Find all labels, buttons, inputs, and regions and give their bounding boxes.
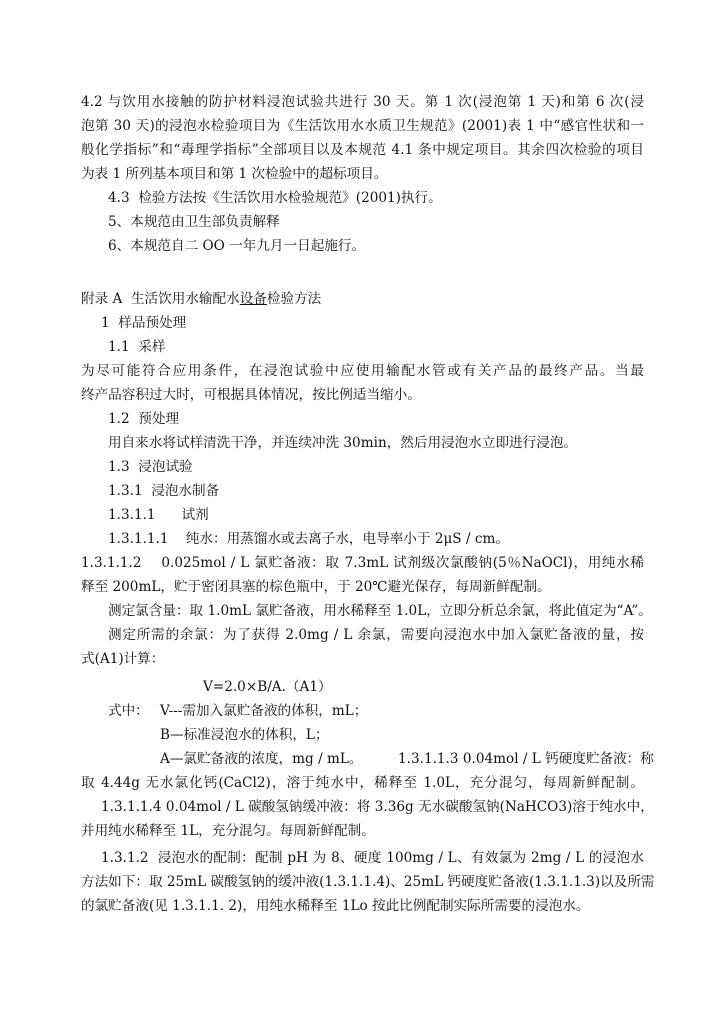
bicarbonate-line-1: 1.3.1.1.4 0.04mol / L 碳酸氢钠缓冲液：将 3.36g 无水碳酸氢钠(NaHCO3)溶于纯水中， bbox=[101, 799, 654, 815]
heading-1-3-1-1: 1.3.1.1 试剂 bbox=[108, 507, 209, 523]
bicarbonate-line-2: 并用纯水稀释至 1L，充分混匀。每周新鲜配制。 bbox=[81, 823, 375, 839]
sampling-text-line-1: 为尽可能符合应用条件，在浸泡试验中应使用输配水管或有关产品的最终产品。当最 bbox=[81, 363, 644, 379]
pure-water-text: 1.3.1.1.1 纯水：用蒸馏水或去离子水，电导率小于 2μS / cm。 bbox=[108, 531, 509, 547]
heading-1-3-1: 1.3.1 浸泡水制备 bbox=[108, 483, 220, 499]
heading-1-3: 1.3 浸泡试验 bbox=[108, 459, 193, 475]
calcium-stock-line-1: 1.3.1.1.3 0.04mol / L 钙硬度贮备液：称 bbox=[398, 751, 654, 767]
appendix-title-prefix: 附录 A 生活饮用水输配水 bbox=[81, 291, 240, 307]
section-4-3: 4.3 检验方法按《生活饮用水检验规范》(2001)执行。 bbox=[108, 190, 442, 206]
heading-1-2: 1.2 预处理 bbox=[108, 411, 180, 427]
section-4-2-line-1: 4.2 与饮用水接触的防护材料浸泡试验共进行 30 天。第 1 次(浸泡第 1 天)和第 6 次(浸 bbox=[81, 94, 644, 110]
soak-water-line-2: 方法如下：取 25mL 碳酸氢钠的缓冲液(1.3.1.1.4)、25mL 钙硬度贮备液(1.3.1.1.3)以及所需 bbox=[81, 874, 655, 890]
where-v-definition: V---需加入氯贮备液的体积，mL； bbox=[160, 703, 368, 719]
where-a-definition: A—氯贮备液的浓度，mg / mL。 bbox=[160, 751, 363, 767]
sampling-text-line-2: 终产品容积过大时，可根据具体情况，按比例适当缩小。 bbox=[81, 387, 421, 403]
appendix-title bbox=[81, 287, 321, 311]
formula-a1: V=2.0×B/A.（A1） bbox=[203, 679, 332, 695]
section-6: 6、本规范自二 OO 一年九月一日起施行。 bbox=[108, 238, 366, 254]
section-4-2-line-3: 般化学指标”和“毒理学指标”全部项目以及本规范 4.1 条中规定项目。其余四次检验的项目 bbox=[81, 142, 644, 158]
chlorine-stock-line-1: 1.3.1.1.2 0.025mol / L 氯贮备液：取 7.3mL 试剂级次氯酸钠(5％NaOCl)，用纯水稀 bbox=[81, 555, 644, 571]
chlorine-stock-line-2: 释至 200mL，贮于密闭具塞的棕色瓶中，于 20℃避光保存，每周新鲜配制。 bbox=[81, 579, 551, 595]
heading-1: 1 样品预处理 bbox=[101, 315, 187, 331]
soak-water-line-3: 的氯贮备液(见 1.3.1.1. 2)，用纯水稀释至 1Lo 按此比例配制实际所需要的浸泡水。 bbox=[81, 898, 590, 914]
residual-chlorine-line-1: 测定所需的余氯：为了获得 2.0mg / L 余氯，需要向浸泡水中加入氯贮备液的量，按 bbox=[108, 627, 644, 643]
where-label: 式中： bbox=[108, 703, 149, 719]
section-5: 5、本规范由卫生部负责解释 bbox=[108, 214, 280, 230]
pretreatment-text: 用自来水将试样清洗干净，并连续冲洗 30min，然后用浸泡水立即进行浸泡。 bbox=[108, 435, 578, 451]
section-4-2-line-4: 为表 1 所列基本项目和第 1 次检验中的超标项目。 bbox=[81, 166, 388, 182]
appendix-title-underlined: 设备 bbox=[239, 291, 267, 307]
chlorine-measure-text: 测定氯含量：取 1.0mL 氯贮备液，用水稀释至 1.0L，立即分析总余氯，将此值定为“A”。 bbox=[108, 603, 652, 619]
calcium-stock-line-2: 取 4.44g 无水氯化钙(CaCl2)，溶于纯水中，稀释至 1.0L，充分混匀，每周新鲜配制。 bbox=[81, 775, 644, 791]
heading-1-1: 1.1 采样 bbox=[108, 339, 166, 355]
section-4-2-line-2: 泡第 30 天)的浸泡水检验项目为《生活饮用水水质卫生规范》(2001)表 1 中“感官性状和一 bbox=[81, 118, 644, 134]
where-b-definition: B—标准浸泡水的体积，L； bbox=[160, 727, 329, 743]
soak-water-line-1: 1.3.1.2 浸泡水的配制：配制 pH 为 8、硬度 100mg / L、有效氯为 2mg / L 的浸泡水 bbox=[101, 850, 644, 866]
residual-chlorine-line-2: 式(A1)计算： bbox=[81, 651, 165, 667]
appendix-title-suffix: 检验方法 bbox=[266, 291, 322, 307]
